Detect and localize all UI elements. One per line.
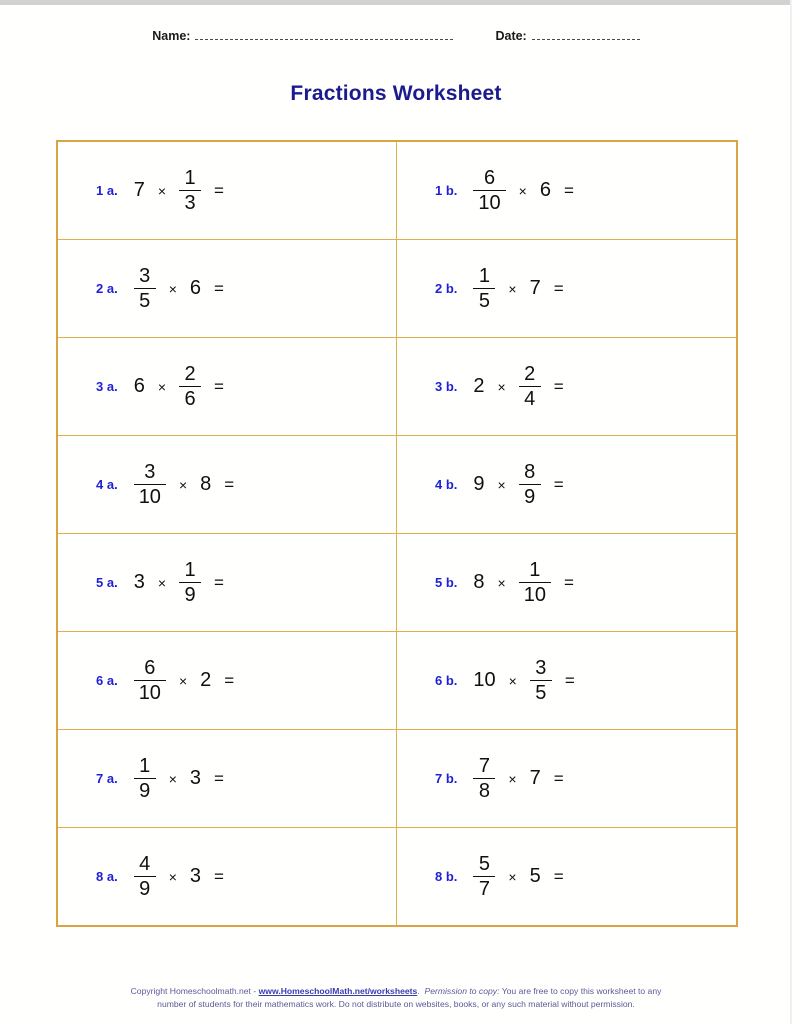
- fraction-denominator: 9: [524, 486, 536, 508]
- problem-label: 6 a.: [96, 673, 118, 688]
- fraction: [530, 658, 552, 703]
- fraction: [519, 364, 541, 409]
- date-label: Date:: [495, 29, 527, 43]
- equals-sign: =: [553, 376, 564, 396]
- equals-sign: =: [224, 670, 235, 690]
- expression: [471, 168, 574, 213]
- problem-cell[interactable]: [397, 142, 736, 239]
- fraction-numerator: 3: [535, 657, 547, 679]
- whole-number: 7: [133, 179, 145, 201]
- page-top-strip: [0, 0, 792, 5]
- equals-sign: =: [553, 278, 564, 298]
- whole-number: 2: [473, 375, 485, 397]
- footer-line-1: [0, 985, 792, 998]
- problem-label: 1 a.: [96, 183, 118, 198]
- problem-cell[interactable]: [397, 436, 736, 533]
- multiply-operator: ×: [497, 574, 506, 591]
- fraction: [179, 364, 201, 409]
- problem-label: 2 b.: [435, 281, 458, 296]
- problem-cell[interactable]: [58, 730, 397, 827]
- expression: [471, 560, 574, 605]
- problem-label: 1 b.: [435, 183, 458, 198]
- fraction-numerator: 1: [184, 559, 196, 581]
- fraction: [134, 658, 166, 703]
- equals-sign: =: [214, 376, 224, 396]
- equals-sign: =: [563, 180, 574, 200]
- expression: [132, 658, 235, 703]
- problem-row: [58, 730, 736, 828]
- whole-number: 3: [189, 865, 201, 887]
- expression: [132, 560, 224, 605]
- problem-cell[interactable]: [58, 828, 397, 925]
- fraction-denominator: 3: [184, 192, 196, 214]
- problem-row: [58, 240, 736, 338]
- problem-row: [58, 534, 736, 632]
- fraction-numerator: 1: [184, 167, 196, 189]
- equals-sign: =: [214, 866, 224, 886]
- multiply-operator: ×: [157, 182, 166, 199]
- multiply-operator: ×: [518, 182, 527, 199]
- whole-number: 3: [189, 767, 201, 789]
- whole-number: 7: [529, 277, 541, 299]
- fraction: [134, 756, 156, 801]
- fraction-denominator: 5: [139, 290, 151, 312]
- fraction-denominator: 10: [523, 584, 546, 606]
- whole-number: 5: [529, 865, 541, 887]
- expression: [132, 756, 224, 801]
- footer-line-1-rest: You are free to copy this worksheet to any: [499, 986, 662, 996]
- footer: [0, 985, 792, 1012]
- problem-label: 5 b.: [435, 575, 458, 590]
- name-date-header: [0, 28, 792, 43]
- multiply-operator: ×: [178, 476, 188, 493]
- whole-number: 6: [539, 179, 551, 201]
- problem-row: [58, 828, 736, 925]
- expression: [132, 854, 224, 899]
- problem-label: 8 b.: [435, 869, 458, 884]
- problem-cell[interactable]: [397, 534, 736, 631]
- fraction: [519, 560, 551, 605]
- problem-cell[interactable]: [58, 142, 397, 239]
- whole-number: 6: [133, 375, 145, 397]
- expression: [132, 266, 224, 311]
- equals-sign: =: [214, 768, 224, 788]
- problem-cell[interactable]: [397, 240, 736, 337]
- problem-row: [58, 338, 736, 436]
- homeschoolmath-link[interactable]: www.HomeschoolMath.net/worksheets: [258, 986, 418, 996]
- expression: [471, 266, 563, 311]
- multiply-operator: ×: [508, 770, 517, 787]
- problem-cell[interactable]: [397, 338, 736, 435]
- equals-sign: =: [553, 474, 564, 494]
- fraction: [179, 168, 201, 213]
- multiply-operator: ×: [157, 378, 166, 395]
- multiply-operator: ×: [508, 280, 517, 297]
- fraction-denominator: 10: [138, 486, 161, 508]
- multiply-operator: ×: [168, 280, 177, 297]
- multiply-operator: ×: [178, 672, 188, 689]
- problem-row: [58, 142, 736, 240]
- name-label: Name:: [152, 29, 191, 43]
- fraction-numerator: 5: [478, 853, 490, 875]
- expression: [471, 364, 563, 409]
- problem-cell[interactable]: [58, 240, 397, 337]
- expression: [471, 658, 574, 703]
- fraction-numerator: 8: [524, 461, 536, 483]
- problem-cell[interactable]: [58, 534, 397, 631]
- fraction-denominator: 10: [478, 192, 501, 214]
- problem-cell[interactable]: [397, 828, 736, 925]
- fraction: [519, 462, 541, 507]
- problem-row: [58, 632, 736, 730]
- footer-line-2: number of students for their mathematics work. Do not distribute on websites, books, or any such material without permission.: [157, 999, 635, 1010]
- copyright-text: Copyright Homeschoolmath.net -: [130, 986, 259, 996]
- problem-label: 3 a.: [96, 379, 118, 394]
- equals-sign: =: [214, 278, 224, 298]
- permission-label: Permission to copy:: [424, 986, 500, 996]
- fraction-numerator: 7: [478, 755, 490, 777]
- fraction: [134, 462, 166, 507]
- fraction-numerator: 4: [139, 853, 151, 875]
- whole-number: 9: [473, 473, 485, 495]
- name-input-line[interactable]: [195, 28, 453, 40]
- whole-number: 8: [473, 571, 485, 593]
- equals-sign: =: [214, 180, 224, 200]
- equals-sign: =: [553, 866, 564, 886]
- page-title: Fractions Worksheet: [290, 82, 502, 105]
- fraction: [473, 756, 495, 801]
- fraction-numerator: 3: [144, 461, 156, 483]
- equals-sign: =: [563, 572, 574, 592]
- problem-cell[interactable]: [58, 338, 397, 435]
- fraction-numerator: 6: [144, 657, 156, 679]
- fraction-denominator: 8: [478, 780, 490, 802]
- fraction-numerator: 2: [524, 363, 536, 385]
- problem-label: 2 a.: [96, 281, 118, 296]
- problem-cell[interactable]: [58, 632, 397, 729]
- fraction: [134, 854, 156, 899]
- problem-label: 7 a.: [96, 771, 118, 786]
- fraction-denominator: 5: [535, 682, 547, 704]
- fraction: [473, 266, 495, 311]
- fraction-denominator: 10: [138, 682, 161, 704]
- expression: [132, 364, 224, 409]
- fraction: [473, 168, 505, 213]
- whole-number: 7: [529, 767, 541, 789]
- multiply-operator: ×: [497, 476, 506, 493]
- fraction: [179, 560, 201, 605]
- multiply-operator: ×: [508, 672, 517, 689]
- fraction-denominator: 7: [478, 878, 490, 900]
- fraction-numerator: 2: [184, 363, 196, 385]
- whole-number: 2: [200, 669, 212, 691]
- whole-number: 3: [133, 571, 145, 593]
- fraction-denominator: 9: [139, 780, 151, 802]
- multiply-operator: ×: [508, 868, 517, 885]
- fraction-denominator: 6: [184, 388, 196, 410]
- problem-cell[interactable]: [397, 632, 736, 729]
- whole-number: 6: [189, 277, 201, 299]
- fraction-denominator: 9: [184, 584, 196, 606]
- fraction-numerator: 1: [529, 559, 541, 581]
- fraction-numerator: 1: [139, 755, 151, 777]
- fraction: [134, 266, 156, 311]
- problem-label: 8 a.: [96, 869, 118, 884]
- equals-sign: =: [224, 474, 235, 494]
- fraction: [473, 854, 495, 899]
- multiply-operator: ×: [157, 574, 166, 591]
- expression: [471, 462, 563, 507]
- equals-sign: =: [214, 572, 224, 592]
- problem-row: [58, 436, 736, 534]
- fraction-denominator: 9: [139, 878, 151, 900]
- expression: [132, 462, 235, 507]
- expression: [132, 168, 224, 213]
- fraction-denominator: 4: [524, 388, 536, 410]
- whole-number: 10: [473, 669, 496, 691]
- whole-number: 8: [200, 473, 212, 495]
- problem-label: 4 a.: [96, 477, 118, 492]
- multiply-operator: ×: [497, 378, 506, 395]
- problem-cell[interactable]: [58, 436, 397, 533]
- expression: [471, 854, 563, 899]
- fraction-numerator: 3: [139, 265, 151, 287]
- date-input-line[interactable]: [532, 28, 640, 40]
- expression: [471, 756, 563, 801]
- equals-sign: =: [553, 768, 564, 788]
- footer-period: .: [417, 986, 420, 996]
- multiply-operator: ×: [168, 770, 177, 787]
- problem-label: 6 b.: [435, 673, 458, 688]
- fraction-numerator: 1: [478, 265, 490, 287]
- problem-table: [56, 140, 738, 927]
- problem-label: 7 b.: [435, 771, 458, 786]
- multiply-operator: ×: [168, 868, 177, 885]
- problem-cell[interactable]: [397, 730, 736, 827]
- problem-label: 5 a.: [96, 575, 118, 590]
- fraction-numerator: 6: [483, 167, 496, 189]
- problem-label: 3 b.: [435, 379, 458, 394]
- problem-label: 4 b.: [435, 477, 458, 492]
- equals-sign: =: [564, 670, 575, 690]
- fraction-denominator: 5: [478, 290, 490, 312]
